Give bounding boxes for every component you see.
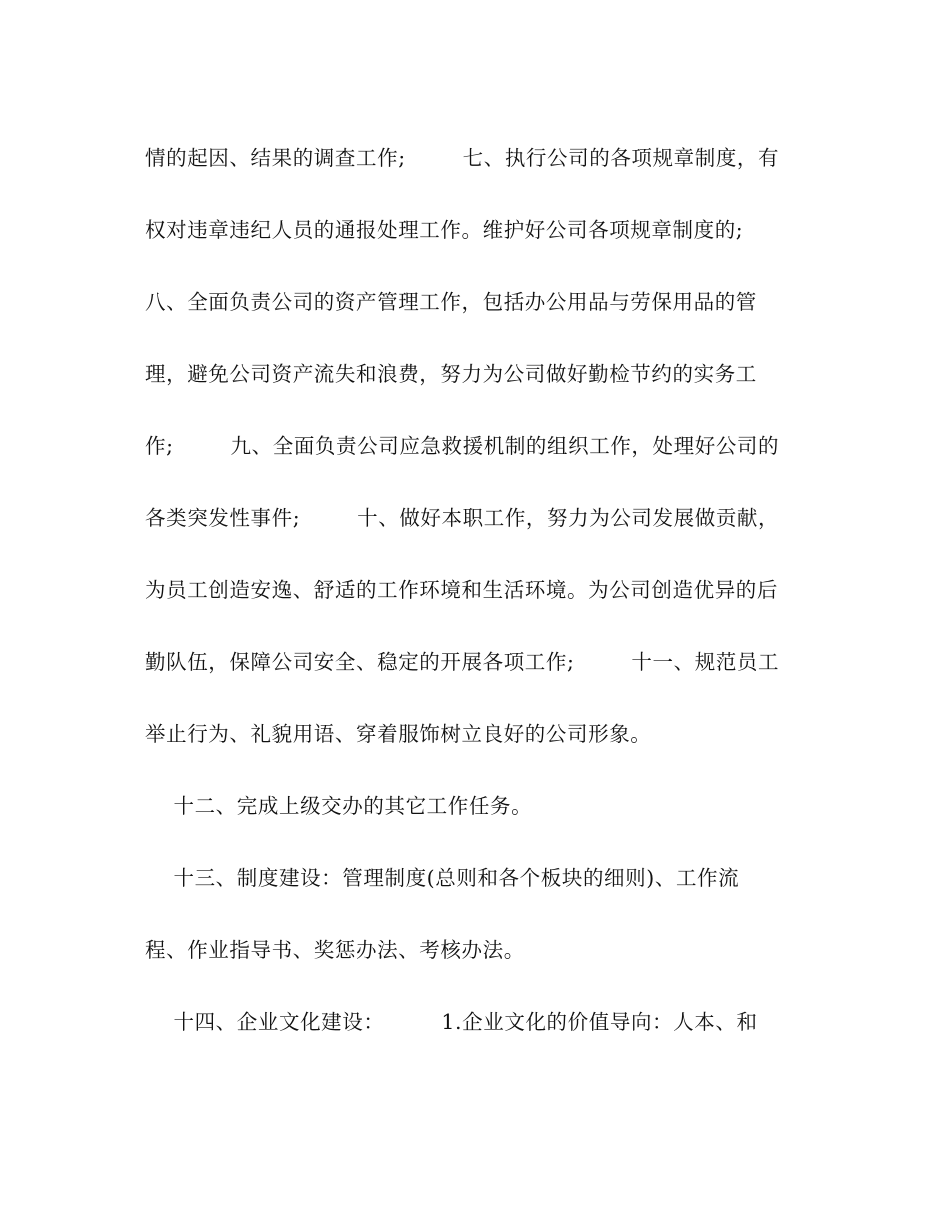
text-line: 十二、完成上级交办的其它工作任务。: [145, 794, 533, 818]
text-line: 理，避免公司资产流失和浪费，努力为公司做好勤检节约的实务工: [145, 362, 757, 386]
text-line: 权对违章违纪人员的通报处理工作。维护好公司各项规章制度的;: [145, 218, 744, 242]
text-line: 举止行为、礼貌用语、穿着服饰树立良好的公司形象。: [145, 722, 652, 746]
text-line: 十四、企业文化建设： 1.企业文化的价值导向：人本、和: [145, 1010, 758, 1034]
text-line: 作; 九、全面负责公司应急救援机制的组织工作，处理好公司的: [145, 434, 780, 458]
text-line: 情的起因、结果的调查工作; 七、执行公司的各项规章制度，有: [145, 146, 780, 170]
text-line: 为员工创造安逸、舒适的工作环境和生活环境。为公司创造优异的后: [145, 578, 778, 602]
text-line: 八、全面负责公司的资产管理工作，包括办公用品与劳保用品的管: [145, 290, 757, 314]
text-line: 勤队伍，保障公司安全、稳定的开展各项工作; 十一、规范员工: [145, 650, 780, 674]
text-line: 十三、制度建设：管理制度(总则和各个板块的细则)、工作流: [145, 866, 740, 890]
text-line: 程、作业指导书、奖惩办法、考核办法。: [145, 938, 525, 962]
text-line: 各类突发性事件; 十、做好本职工作，努力为公司发展做贡献，: [145, 506, 780, 530]
